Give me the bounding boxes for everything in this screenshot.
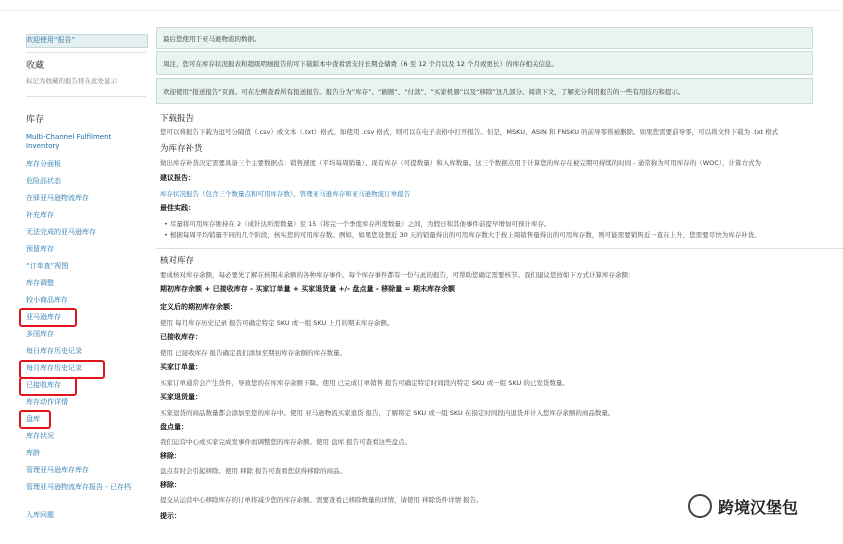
watermark-text: 跨境汉堡包 [718,497,799,517]
best-practice-label: 最佳实践： [160,204,195,212]
sidebar-item-daily-history[interactable]: 每日库存历史记录 [26,347,82,355]
bullet-text: 尽量将可用库存维持在 2（成针达所需数量）至 15（将完一个季度库存所需数量）之间，为假日和其他事件前提早增加可预计库存。 [169,220,551,228]
section-text: 使用 每月库存历史记录 报告可确定特定 SKU 或一组 SKU 上月的期末库存余额。 [160,319,394,327]
section-label: 移除： [160,481,181,489]
sidebar-item-adjustments[interactable]: 库存调整 [26,279,54,287]
section-divider [156,248,843,249]
sidebar-item-inventory-age[interactable]: 库龄 [26,449,40,457]
section-label: 已接收库存： [160,333,202,341]
section-label: 移除： [160,452,181,460]
section-label: 买家订单量： [160,363,202,371]
section-label: 提示： [160,512,181,520]
sidebar-item-received[interactable]: 已接收库存 [26,381,61,389]
reconcile-text: 要成核对库存余额，每必要先了解在核期末余额的各种库存事件。每个库存事件都有一份与此的报告，可帮助您确定需要核节。我们建议您按如下方式计算库存余额： [160,271,635,279]
sidebar-item-inbound-problems[interactable]: 入库问题 [26,511,54,519]
sidebar-item-manage-fba-archived[interactable]: 管理亚马逊物流库存报告 - 已存档 [26,483,131,491]
sidebar-item-amazon-inventory[interactable]: 亚马逊库存 [26,313,61,321]
download-heading: 下载报告 [160,114,195,124]
sidebar-item-dangerous-goods[interactable]: 危险品状态 [26,177,61,185]
sidebar-welcome-link[interactable]: 欢迎使用“报告” [26,36,76,44]
section-text: 盘点有时会引起移除。使用 移除 报告可查看您获得移除的商品。 [160,467,347,475]
banner-text: 周注，您可在库存状况报表和超级明细报告的可下载版本中查看需支付长期仓储费（6 至 12 个月以及 12 个月或更长）的库存相关信息。 [163,59,559,68]
reconcile-formula: 期初库存余额 + 已接收库存 - 买家订单量 + 买家退货量 +/- 盘点量 - 移除量 = 期末库存余额 [160,285,455,293]
section-text: 我们运营中心或买家完成发事件而调整您的库存余额。使用 盘库 报告可查看这些盘点。 [160,438,412,446]
highlight-stock-count [19,410,51,429]
sidebar-divider [26,52,146,53]
sidebar-item-mcf-inventory[interactable]: Multi-Channel Fulfilment Inventory [26,133,112,150]
sidebar-item-unfulfillable[interactable]: 无法完成的亚马逊库存 [26,228,96,236]
reconcile-heading: 核对库存 [160,256,195,266]
favorites-heading: 收藏 [26,61,45,71]
sidebar-item-restock[interactable]: 补充库存 [26,211,54,219]
sidebar-item-reserved[interactable]: 预留库存 [26,245,54,253]
sidebar-item-stock-count[interactable]: 盘库 [26,415,40,423]
sidebar-item-monthly-history[interactable]: 每月库存历史记录 [26,364,82,372]
watermark [688,494,798,518]
sidebar-item-inventory-dashboard[interactable]: 库存分面板 [26,160,61,168]
inventory-heading: 库存 [26,115,45,125]
planning-heading: 为库存补货 [160,144,203,154]
sidebar-item-small-light[interactable]: 较小商品库存 [26,296,68,304]
banner-text: 欢迎使用“报送报告”页面。可在左侧查看所有报送报告。报告分为“库存”、“刷题”、“付款”、“买家机器”以及“移除”这几部分。阅读下文，了解充分利用报告的一些有用技巧和提示。 [163,87,685,96]
section-text: 使用 已接收库存 报告确定我们添加至期初库存余额的库存数量。 [160,349,347,357]
download-text: 您可以将报告下载为逗号分隔值（.csv）或文本（.txt）格式。如使用 .csv 格式，则可以在电子表格中打开报告。但是，MSKU、ASIN 和 FNSKU 的前导零将被删除。如果您需要前导零，可以将文件下载为 .txt 格式 [160,128,779,136]
bullet-item: • 根据每周平均销量不同的几个阶段，核实您的可用库存数。例如，如果您设想近 30 天的销量得出的可用库存数大于按上周销售量得出的可用库存数，则可能需要销售近一直在上升，您需要尽快为库存补货。 [164,231,761,239]
info-banner-reports-intro [156,78,813,104]
sidebar-item-manage-fba[interactable]: 管理亚马逊库存库存 [26,466,89,474]
info-banner-welcome [156,27,813,49]
highlight-amazon-inventory [19,308,77,327]
bullet-item: • 尽量将可用库存维持在 2（成针达所需数量）至 15（将完一个季度库存所需数量）之间，为假日和其他事件前提早增加可预计库存。 [164,220,551,228]
sidebar-item-fba-inventory[interactable]: 在驿亚马逊物流库存 [26,194,89,202]
bullet-text: 根据每周平均销量不同的几个阶段，核实您的可用库存数。例如，如果您设想近 30 天的销量得出的可用库存数大于按上周销售量得出的可用库存数，则可能需要销售近一直在上升，您需要尽快为库存补货。 [169,231,761,239]
section-label: 买家退货量： [160,393,202,401]
section-label: 定义后的期初库存余额： [160,303,237,311]
sidebar-item-event-detail[interactable]: 库存动作详情 [26,398,68,406]
sidebar-divider [26,96,146,97]
sidebar-item-inventory-health[interactable]: 库存状况 [26,432,54,440]
suggest-label: 建议报告： [160,174,195,182]
sidebar-item-multi-country[interactable]: 多国库存 [26,330,54,338]
sidebar-item-order-view[interactable]: “订单查”视图 [26,262,69,270]
section-label: 盘点量： [160,423,188,431]
top-divider [0,10,843,11]
suggest-links[interactable]: 库存状况报告（包含三个数量点和可用库存数）、管理亚马逊库存和亚马逊物流订单报告 [160,190,411,198]
sidebar [14,30,144,544]
highlight-received [19,377,77,396]
info-banner-storage-fees [156,51,813,75]
planning-text: 做出库存补货决定需要具备三个主要数据点：销售速度（平均每周销量）、现有库存（可提数量）和入库数量。这三个数据点用于计算您的库存在被完期可持续的时间 - 通常称为可用库存的（WOC），计算方式为 [160,159,762,167]
section-text: 买家订单通常会产生货件，导致您的在库库存余额下降。使用 已完成订单销售 报告可确定特定时间段内特定 SKU 或一组 SKU 的已发货数量。 [160,379,569,387]
favorites-note: 标记为收藏的报告将在此处显示 [26,77,117,85]
section-text: 买家退货的商品数量都会添加至您的库存中。使用 亚马逊物流买家退货 报告，了解将定 SKU 或一组 SKU 在指定时间段内退货并计入您库存余额的商品数量。 [160,409,615,417]
banner-text: 最后您使用于亚马逊物流的数据。 [163,34,261,43]
section-text: 提交从运营中心移除库存的订单将减少您的库存余额。需要查看已移除数量的详情，请使用 移除货件详情 报告。 [160,496,483,504]
wechat-logo-icon [688,494,712,518]
